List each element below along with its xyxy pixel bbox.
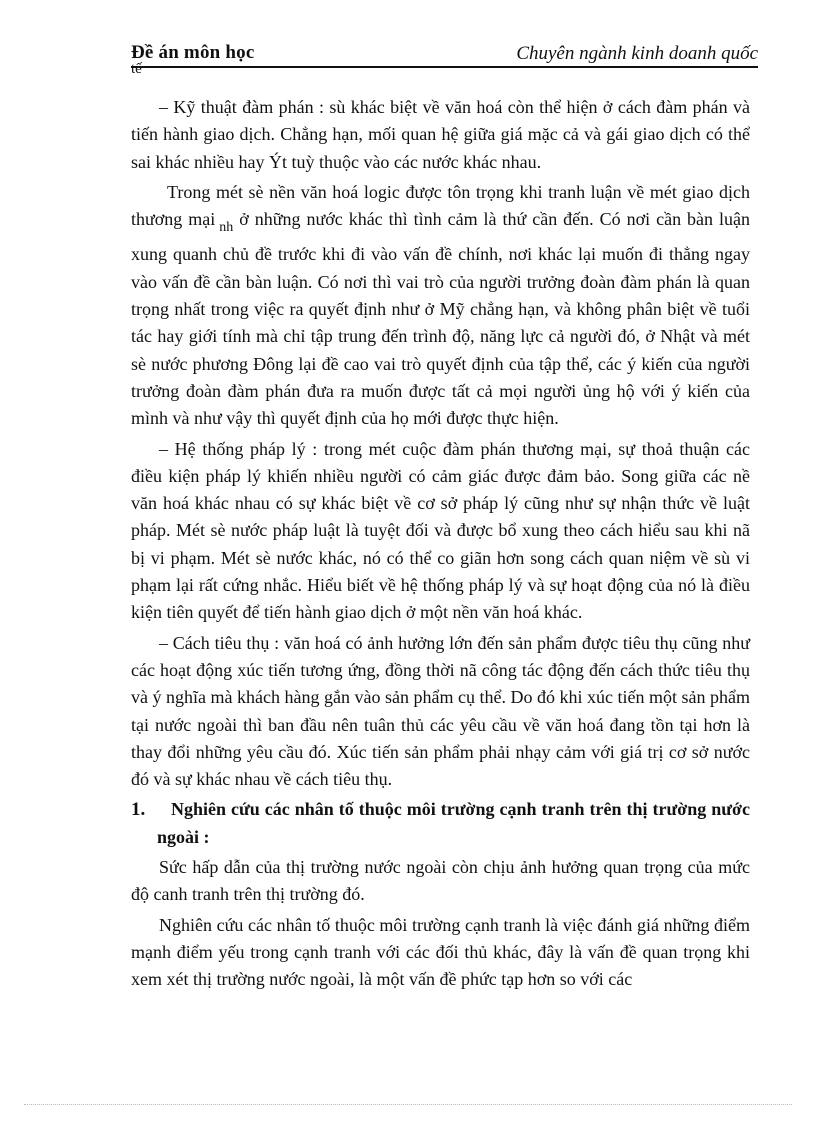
section-heading [131, 796, 750, 851]
paragraph-attractiveness: Sức hấp dẫn của thị trường nước ngoài còn chịu ảnh hưởng quan trọng của mức độ canh tranh trên thị trường đó. [131, 857, 750, 905]
header-major-title: Chuyên ngành kinh doanh quốc [516, 43, 758, 64]
paragraph-negotiation: – Kỹ thuật đàm phán : sù khác biệt về văn hoá còn thể hiện ở cách đàm phán và tiến hành giao dịch. Chẳng hạn, mối quan hệ giữa giá mặc cả và gái giao dịch có thể sai khác nhiều hay Ýt tuỳ thuộc vào các nước khác nhau. [131, 97, 750, 172]
paragraph-legal-system: – Hệ thống pháp lý : trong mét cuộc đàm phán thương mại, sự thoả thuận các điều kiện pháp lý khiến nhiều người có cảm giác được đảm bảo. Song giữa các nề văn hoá khác nhau có sự khác biệt về cơ sở pháp lý cũng như sự nhận thức về luật pháp. Mét sè nước pháp luật là tuyệt đối và được bổ xung theo cách hiểu sau khi nã bị vi phạm. Mét sè nước khác, nó có thể co giãn hơn song cách quan niệm về sù vi phạm lại rất cứng nhắc. Hiểu biết về hệ thống pháp lý và sự hoạt động của nó là điều kiện tiên quyết để tiến hành giao dịch ở một nền văn hoá khác. [131, 438, 750, 623]
paragraph-consumption: – Cách tiêu thụ : văn hoá có ảnh hưởng lớn đến sản phẩm được tiêu thụ cũng như các hoạt động xúc tiến tương ứng, đồng thời nã công tác động đến cách thức tiêu thụ và ý nghĩa mà khách hàng gắn vào sản phẩm cụ thể. Do đó khi xúc tiến một sản phẩm tại nước ngoài thì ban đầu nên tuân thủ các yêu cầu về văn hoá đang tồn tại hơn là thay đổi những yêu cầu đó. Xúc tiến sản phẩm phải nhạy cảm với giá trị cơ sở nước đó và sự khác nhau về cách tiêu thụ. [131, 632, 750, 790]
header-divider [131, 66, 758, 68]
stray-subscript: nh [219, 220, 234, 236]
paragraph-logic-culture-part2: ở những nước khác thì tình cảm là thứ cần đến. Có nơi cần bàn luận xung quanh chủ đề trước khi đi vào vấn đề chính, nơi khác lại muốn đi thẳng ngay vào vấn đề cần bàn luận. Có nơi thì vai trò của người trưởng đoàn đàm phán là quan trọng nhất trong việc ra quyết định như ở Mỹ chẳng hạn, và không phân biệt về tuổi tác hay giới tính mà chỉ tập trung đến trình độ, năng lực cả người đó, ở Nhật và mét sè nước phương Đông lại đề cao vai trò quyết định của tập thể, các ý kiến của người trưởng đoàn đàm phán đưa ra muốn được tất cả mọi người ủng hộ với ý kiến của mình và như vậy thì quyết định của họ mới được thực hiện. [131, 209, 750, 429]
header-document-title: Đề án môn học [131, 42, 255, 63]
paragraph-competition: Nghiên cứu các nhân tố thuộc môi trường cạnh tranh là việc đánh giá những điểm mạnh điểm yếu trong cạnh tranh với các đối thủ khác, đây là vấn đề quan trọng khi xem xét thị trường nước ngoài, là một vấn đề phức tạp hơn so với các [131, 914, 750, 990]
paragraph-logic-culture [131, 179, 750, 433]
header-title-wrap: tế [131, 61, 142, 77]
section-number: 1. [131, 799, 146, 821]
section-title: Nghiên cứu các nhân tố thuộc môi trường cạnh tranh trên thị trường nước ngoài : [157, 799, 750, 847]
page-body [131, 94, 750, 997]
paragraph-logic-culture-part1: Trong mét sè nền văn hoá logic được tôn trọng khi tranh luận về mét giao dịch thương mại [131, 181, 750, 230]
footer-divider [24, 1104, 792, 1105]
